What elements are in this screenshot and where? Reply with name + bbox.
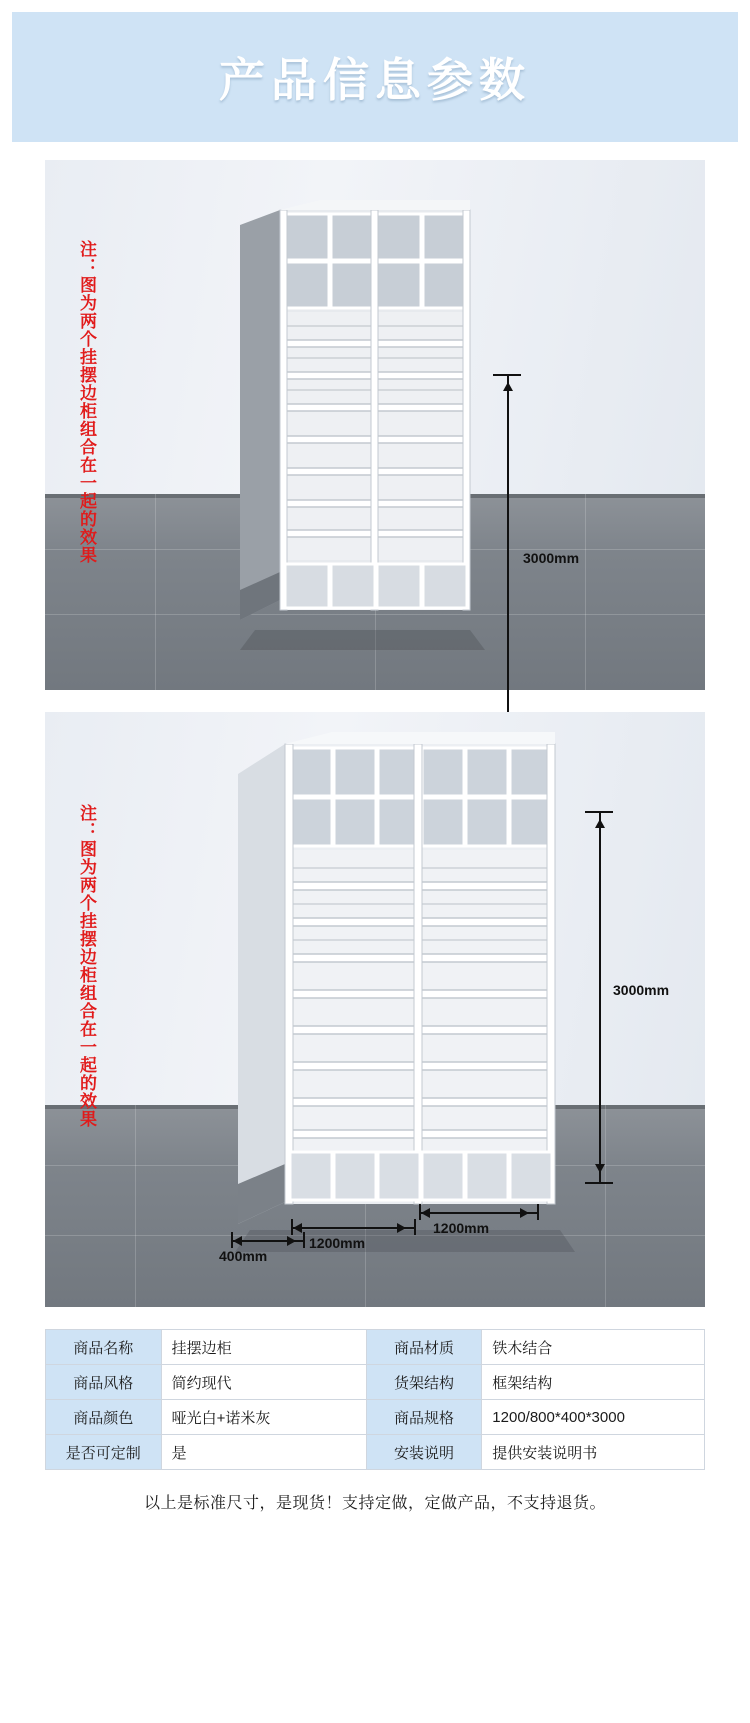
spec-value: 框架结构 <box>482 1365 705 1400</box>
spec-key: 商品规格 <box>366 1400 482 1435</box>
spec-key: 安装说明 <box>366 1435 482 1470</box>
product-scene-1 <box>45 160 705 690</box>
height-dimension-cap-top-2 <box>585 811 613 813</box>
spec-key: 商品材质 <box>366 1330 482 1365</box>
spec-value: 提供安装说明书 <box>482 1435 705 1470</box>
table-row <box>46 1435 705 1470</box>
depth-arrow-left-2 <box>233 1236 242 1246</box>
height-dimension-line-2 <box>599 812 601 1182</box>
height-arrow-up-1 <box>503 382 513 391</box>
width-arrow-2b-left <box>421 1208 430 1218</box>
spec-value: 哑光白+诺米灰 <box>161 1400 366 1435</box>
width-arrow-2a-left <box>293 1223 302 1233</box>
width-label-2b: 1200mm <box>433 1220 490 1236</box>
product-scene-2 <box>45 712 705 1307</box>
width-arrow-2a-right <box>397 1223 406 1233</box>
footer-note: 以上是标准尺寸，是现货！支持定做，定做产品，不支持退货。 <box>143 1495 606 1512</box>
height-arrow-up-2 <box>595 819 605 828</box>
floor-grid-line <box>135 1105 136 1307</box>
table-row <box>46 1365 705 1400</box>
floor-grid-line <box>605 1105 606 1307</box>
width-cap-2a-right <box>414 1219 416 1235</box>
height-dimension-line-1 <box>507 375 509 760</box>
depth-cap-right-2 <box>303 1232 305 1248</box>
spec-value: 1200/800*400*3000 <box>482 1400 705 1435</box>
spec-key: 货架结构 <box>366 1365 482 1400</box>
spec-value: 简约现代 <box>161 1365 366 1400</box>
spec-value: 是 <box>161 1435 366 1470</box>
table-row <box>46 1330 705 1365</box>
width-cap-2b-right <box>537 1204 539 1220</box>
height-arrow-down-2 <box>595 1164 605 1173</box>
floor-grid-line <box>155 494 156 690</box>
depth-label-2: 400mm <box>219 1248 268 1264</box>
spec-key: 是否可定制 <box>46 1435 162 1470</box>
spec-key: 商品颜色 <box>46 1400 162 1435</box>
page-title: 产品信息参数 <box>219 54 531 106</box>
depth-arrow-right-2 <box>287 1236 296 1246</box>
height-dimension-cap-top-1 <box>493 374 521 376</box>
scene-note-2: 注：图为两个挂摆边柜组合在一起的效果 <box>77 804 96 1128</box>
spec-table <box>45 1329 705 1470</box>
width-arrow-2b-right <box>520 1208 529 1218</box>
height-label-1: 3000mm <box>523 550 580 566</box>
spec-key: 商品名称 <box>46 1330 162 1365</box>
height-label-2: 3000mm <box>613 982 670 998</box>
spec-key: 商品风格 <box>46 1365 162 1400</box>
spec-value: 铁木结合 <box>482 1330 705 1365</box>
floor-grid-line <box>585 494 586 690</box>
scene-note-1: 注：图为两个挂摆边柜组合在一起的效果 <box>77 240 96 564</box>
shelf-illustration-1 <box>195 200 485 650</box>
header-banner <box>12 12 738 142</box>
shelf-illustration-2 <box>190 732 580 1252</box>
height-dimension-cap-bottom-2 <box>585 1182 613 1184</box>
table-row <box>46 1400 705 1435</box>
width-label-2a: 1200mm <box>309 1235 366 1251</box>
spec-value: 挂摆边柜 <box>161 1330 366 1365</box>
